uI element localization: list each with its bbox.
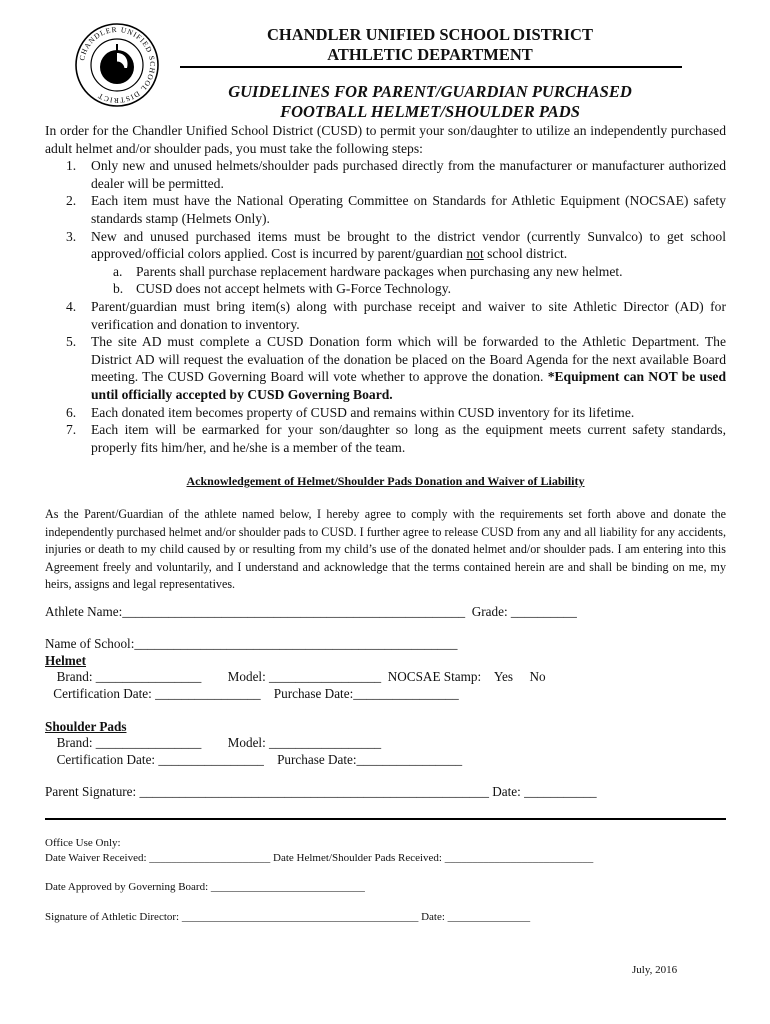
acknowledgement-title: Acknowledgement of Helmet/Shoulder Pads Donation and Waiver of Liability <box>186 474 585 488</box>
step-text: Only new and unused helmets/shoulder pads purchased directly from the manufacturer or manufacturer authorized dealer will be permitted. <box>91 158 726 191</box>
bold-warning: *Equipment can NOT be used until officially accepted by CUSD Governing Board. <box>91 369 726 402</box>
steps-list <box>45 157 726 456</box>
sub-step-text: CUSD does not accept helmets with G-Force Technology. <box>136 281 452 297</box>
step-4 <box>66 298 726 333</box>
step-number: 7. <box>66 422 77 438</box>
helmet-brand-model-field[interactable]: Brand: ________________ Model: _________________ NOCSAE Stamp: Yes No <box>50 669 546 684</box>
sub-step-letter: b. <box>113 281 124 297</box>
office-use-heading: Office Use Only: <box>45 837 121 849</box>
step-text: Each item must have the National Operating Committee on Standards for Athletic Equipment (NOCSAE) safety standards stamp (Helmets Only). <box>91 193 726 226</box>
guidelines-body <box>45 122 726 456</box>
athletic-director-signature-field[interactable]: Signature of Athletic Director: ___________________________________________ Date: _______________ <box>45 911 531 923</box>
date-waiver-received-field[interactable]: Date Waiver Received: ______________________ Date Helmet/Shoulder Pads Received: ___________________________ <box>45 852 594 864</box>
step-number: 1. <box>66 158 77 174</box>
underlined-not: not <box>466 246 484 262</box>
helmet-dates-field[interactable]: Certification Date: ________________ Purchase Date:________________ <box>50 686 459 701</box>
step-text: New and unused purchased items must be brought to the district vendor (currently Sunvalco) to get school approved/official colors applied. Cost is incurred by parent/guardian <box>91 228 726 262</box>
document-title-line1: GUIDELINES FOR PARENT/GUARDIAN PURCHASED <box>228 82 632 101</box>
parent-signature-field[interactable]: Parent Signature: _____________________________________________________ Date: ___________ <box>45 784 597 799</box>
step-text: The site AD must complete a CUSD Donation form which will be forwarded to the Athletic Department. The District AD will request the evaluation of the donation be placed on the Board Agenda for the next available Board meeting. The CUSD Governing Board will vote whether to approve the donation. <box>91 334 726 385</box>
helmet-heading: Helmet <box>45 653 87 668</box>
step-number: 3. <box>66 228 77 244</box>
step-7 <box>66 421 726 456</box>
pads-dates-field[interactable]: Certification Date: ________________ Purchase Date:________________ <box>50 752 463 767</box>
revision-date: July, 2016 <box>632 964 678 976</box>
header-divider <box>180 66 682 68</box>
sub-step-a <box>113 263 726 281</box>
step-5 <box>66 333 726 403</box>
sub-step-letter: a. <box>113 263 123 279</box>
district-seal-logo <box>74 22 160 108</box>
school-name-field[interactable]: Name of School:_________________________________________________ <box>45 636 458 651</box>
step-text-end: school district. <box>483 246 568 262</box>
step-text: Parent/guardian must bring item(s) along with purchase receipt and waiver to site Athletic Director (AD) for verification and donation to inventory. <box>91 298 726 332</box>
svg-text:CHANDLER UNIFIED SCHOOL DISTRI: CHANDLER UNIFIED SCHOOL DISTRICT <box>77 24 158 106</box>
shoulder-pads-heading: Shoulder Pads <box>45 719 127 734</box>
sub-step-text: Parents shall purchase replacement hardware packages when purchasing any new helmet. <box>136 263 623 279</box>
department-name: ATHLETIC DEPARTMENT <box>327 45 533 64</box>
sub-steps-list <box>91 263 726 298</box>
document-title-line2: FOOTBALL HELMET/SHOULDER PADS <box>280 102 580 121</box>
acknowledgement-paragraph: As the Parent/Guardian of the athlete named below, I hereby agree to comply with the requirements set forth above and donate the independently purchased helmet and/or shoulder pads to CUSD. I further agree to release CUSD from any and all liability for any accidents, injuries or death to my child caused by or resulting from my child’s use of the donated helmet and/or shoulder pads. I am entering into this Agreement freely and voluntarily, and I understand and acknowledge that the terms contained herein are and shall be binding on me, my heirs, assigns and legal representatives. <box>45 507 726 592</box>
step-6 <box>66 404 726 422</box>
sub-step-b <box>113 280 726 298</box>
step-text: Each donated item becomes property of CUSD and remains within CUSD inventory for its lifetime. <box>91 404 635 420</box>
step-number: 5. <box>66 334 77 350</box>
step-number: 6. <box>66 404 77 420</box>
step-number: 2. <box>66 193 77 209</box>
office-divider <box>45 818 726 820</box>
step-2 <box>66 192 726 227</box>
district-name: CHANDLER UNIFIED SCHOOL DISTRICT <box>267 25 593 44</box>
pads-brand-model-field[interactable]: Brand: ________________ Model: _________________ <box>50 735 382 750</box>
athlete-name-field[interactable]: Athlete Name:____________________________________________________ Grade: __________ <box>45 604 577 619</box>
date-approved-field[interactable]: Date Approved by Governing Board: ____________________________ <box>45 881 365 893</box>
step-1 <box>66 157 726 192</box>
step-3 <box>66 228 726 298</box>
step-number: 4. <box>66 298 77 314</box>
step-text: Each item will be earmarked for your son/daughter so long as the equipment meets current safety standards, properly fits him/her, and he/she is a member of the team. <box>91 422 726 455</box>
intro-paragraph: In order for the Chandler Unified School District (CUSD) to permit your son/daughter to utilize an independently purchased adult helmet and/or shoulder pads, you must take the following steps: <box>45 123 726 156</box>
